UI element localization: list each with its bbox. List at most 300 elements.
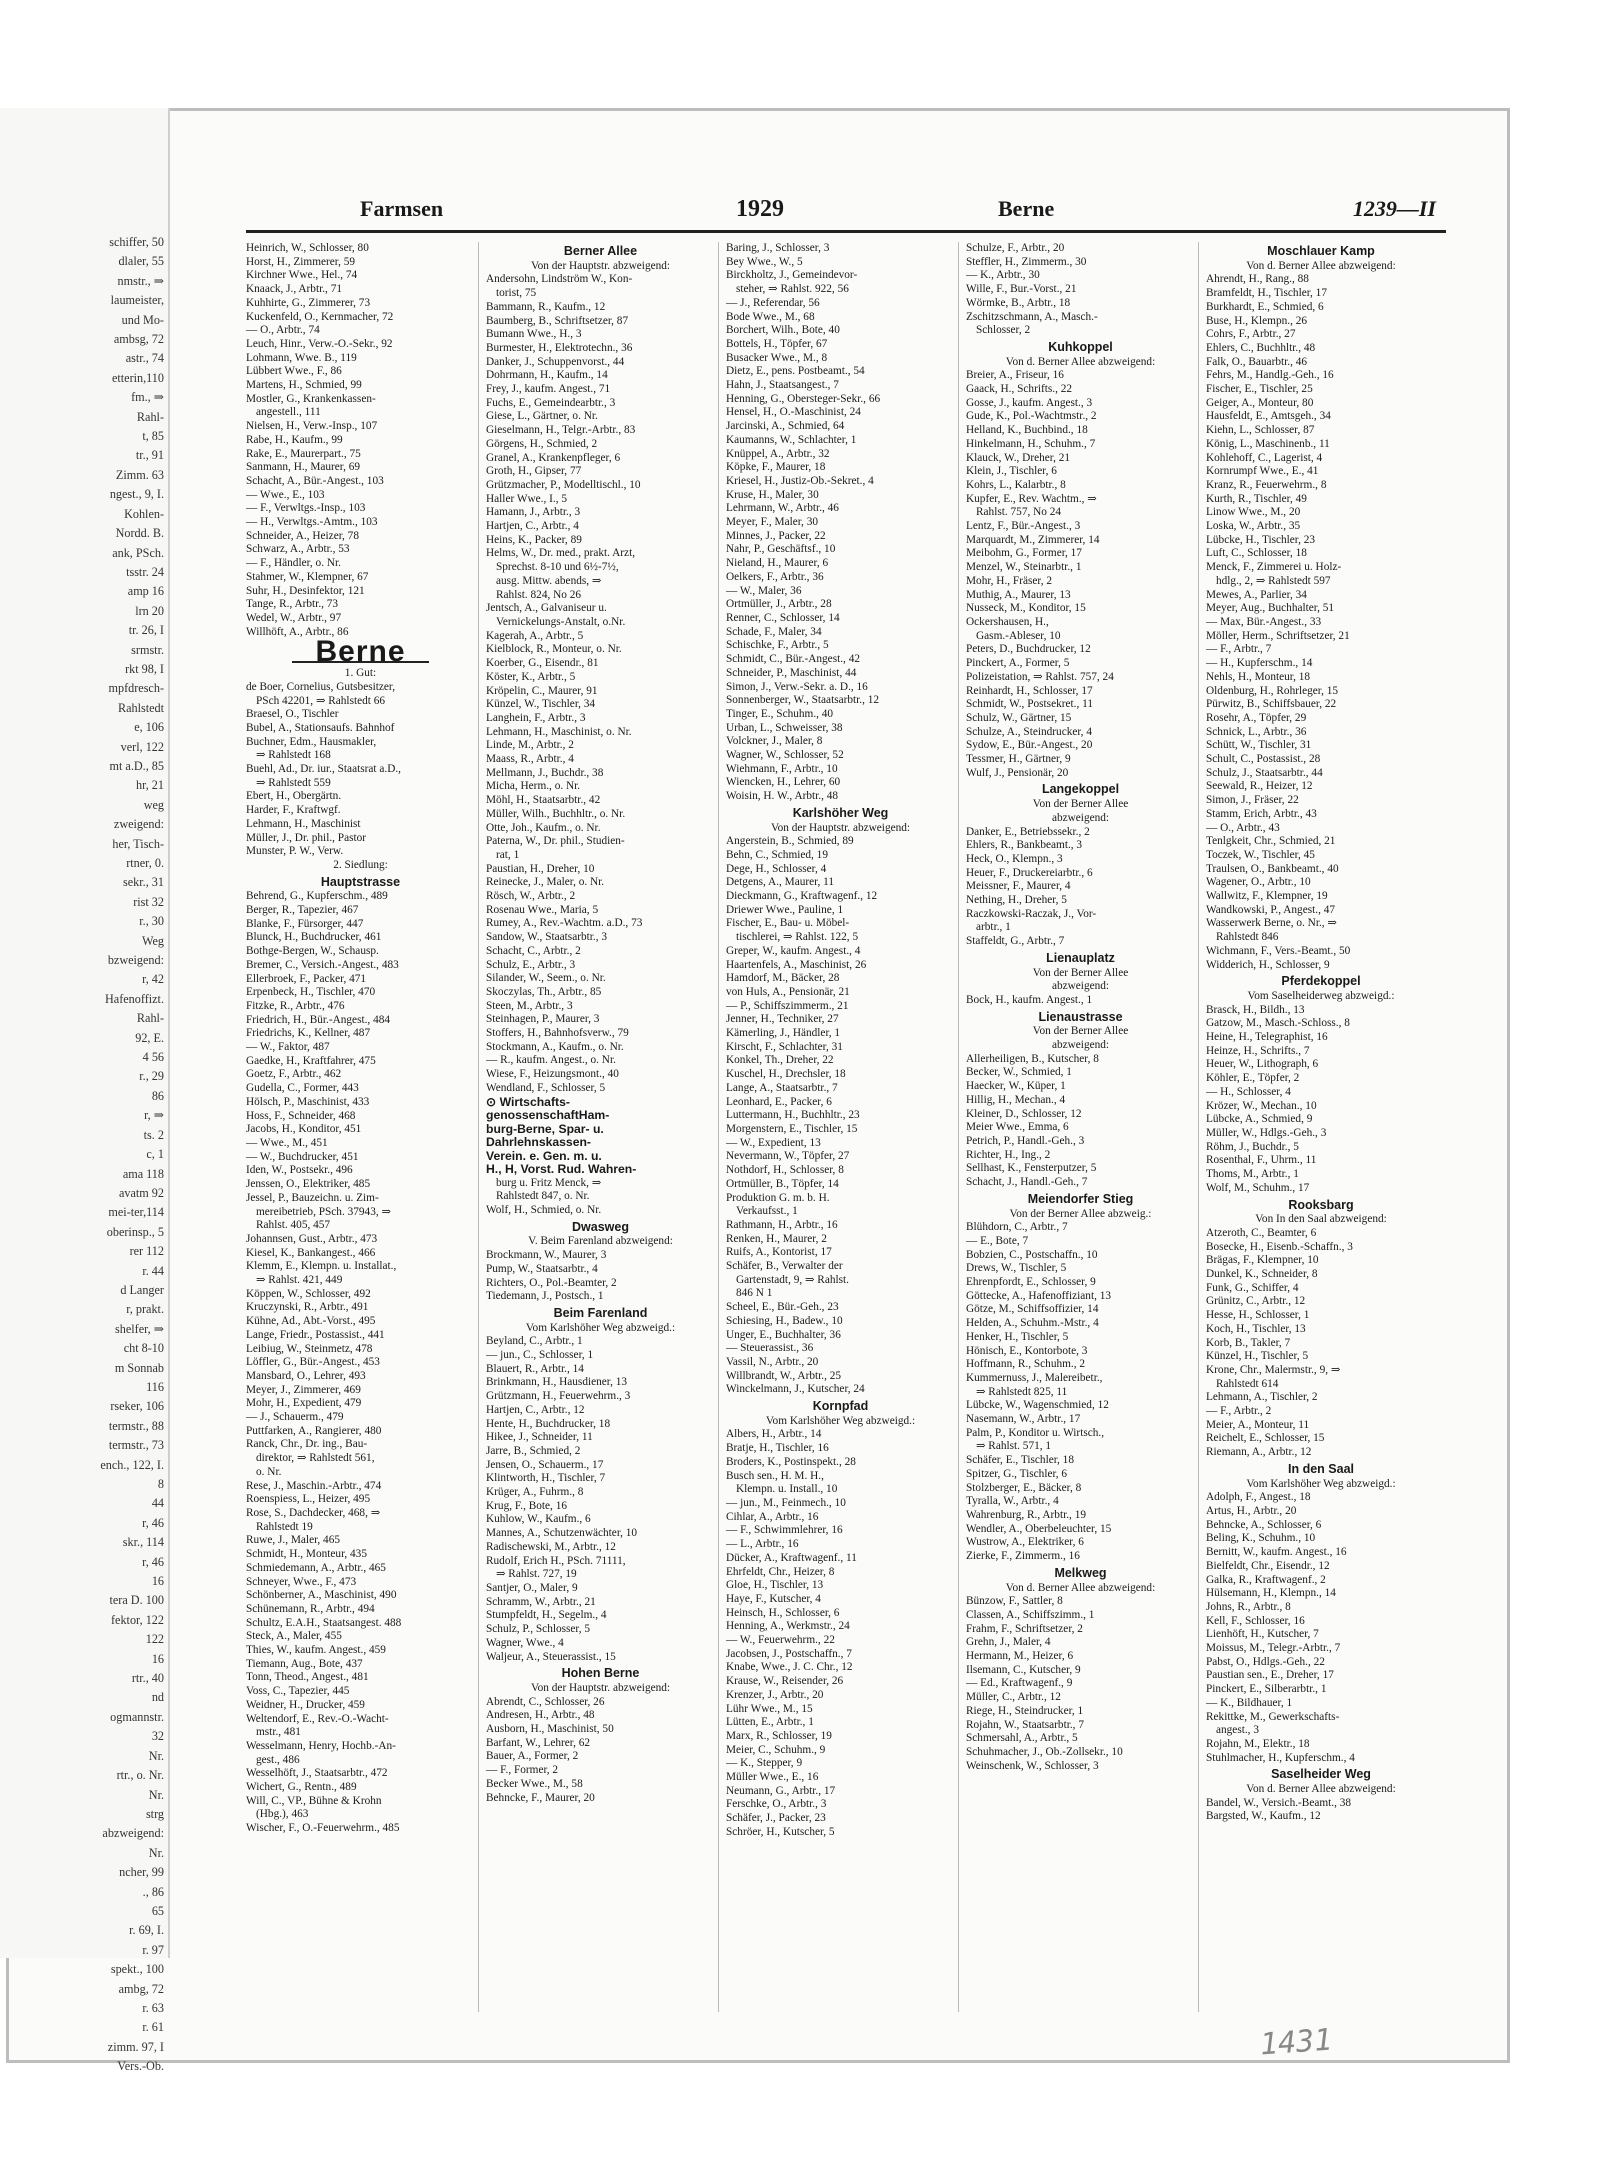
column-1 xyxy=(246,242,479,2012)
directory-entry: — F., Schwimmlehrer, 16 xyxy=(726,1524,843,1537)
directory-entry: Suhr, H., Desinfektor, 121 xyxy=(246,584,365,597)
directory-entry: Kleiner, D., Schlosser, 12 xyxy=(966,1107,1082,1120)
directory-entry: Wagner, Wwe., 4 xyxy=(486,1636,564,1649)
directory-entry: Richters, O., Pol.-Beamter, 2 xyxy=(486,1276,617,1289)
directory-entry: Berger, R., Tapezier, 467 xyxy=(246,904,359,917)
previous-page-line: ambg, 72 xyxy=(118,1981,164,1996)
directory-entry: Lehmann, H., Maschinist, o. Nr. xyxy=(486,725,632,738)
directory-entry: Linde, M., Arbtr., 2 xyxy=(486,739,574,752)
street-subheading: V. Beim Farenland abzweigend: xyxy=(528,1235,673,1248)
previous-page-line: nmstr., ⇒ xyxy=(117,273,164,288)
previous-page-line: Rahl- xyxy=(136,1011,164,1026)
directory-entry: Marquardt, M., Zimmerer, 14 xyxy=(966,533,1100,546)
directory-entry: Heine, H., Telegraphist, 16 xyxy=(1206,1031,1328,1044)
directory-entry: Gieselmann, H., Telgr.-Arbtr., 83 xyxy=(486,424,636,437)
directory-entry: — L., Arbtr., 16 xyxy=(726,1538,799,1551)
directory-entry: Wichmann, F., Vers.-Beamt., 50 xyxy=(1206,944,1351,957)
street-heading: Beim Farenland xyxy=(553,1305,648,1320)
previous-page-line: ench., 122, I. xyxy=(100,1457,164,1472)
previous-page-line: m Sonnab xyxy=(114,1360,164,1375)
directory-entry: Helms, W., Dr. med., prakt. Arzt, xyxy=(486,547,636,560)
directory-entry: Volckner, J., Maler, 8 xyxy=(726,735,823,748)
directory-entry: Lohmann, Wwe. B., 119 xyxy=(246,351,357,364)
directory-entry: Rese, J., Maschin.-Arbtr., 474 xyxy=(246,1479,382,1492)
street-heading: Pferdekoppel xyxy=(1281,974,1361,989)
directory-entry: Bubel, A., Stationsaufs. Bahnhof xyxy=(246,721,395,734)
directory-entry: Krenzer, J., Arbtr., 20 xyxy=(726,1688,824,1701)
directory-entry: Rumey, A., Rev.-Wachtm. a.D., 73 xyxy=(486,917,643,930)
directory-entry: Nieland, H., Maurer, 6 xyxy=(726,557,829,570)
previous-page-line: mpfdresch- xyxy=(108,681,164,696)
directory-entry: Blanke, F., Fürsorger, 447 xyxy=(246,917,364,930)
directory-entry: Atzeroth, C., Beamter, 6 xyxy=(1206,1226,1317,1239)
directory-entry: Baring, J., Schlosser, 3 xyxy=(726,242,830,254)
directory-entry: Jessel, P., Bauzeichn. u. Zim- xyxy=(246,1191,379,1204)
previous-page-line: 44 xyxy=(151,1496,164,1511)
directory-entry: Reinecke, J., Maler, o. Nr. xyxy=(486,876,605,889)
street-subheading: Von der Berner Allee xyxy=(1032,966,1129,979)
directory-entry: Mewes, A., Parlier, 34 xyxy=(1206,588,1307,601)
street-heading: Berner Allee xyxy=(563,244,638,258)
entry-continuation: Rahlstedt 614 xyxy=(1216,1377,1279,1390)
directory-entry: Winckelmann, J., Kutscher, 24 xyxy=(726,1383,865,1396)
previous-page-line: verl, 122 xyxy=(120,739,164,754)
directory-entry: Hausfeldt, E., Amtsgeh., 34 xyxy=(1206,410,1331,423)
directory-entry: Munster, P. W., Verw. xyxy=(246,845,344,858)
directory-entry: Gude, K., Pol.-Wachtmstr., 2 xyxy=(966,410,1097,423)
directory-entry: Tiemann, Aug., Bote, 437 xyxy=(246,1657,363,1670)
previous-page-line: Nr. xyxy=(148,1748,164,1763)
directory-entry: Wichert, G., Rentn., 489 xyxy=(246,1781,357,1794)
directory-entry: Hamdorf, M., Bäcker, 28 xyxy=(726,972,840,985)
directory-entry: Rojahn, W., Staatsarbtr., 7 xyxy=(966,1718,1084,1731)
entry-continuation: 846 N 1 xyxy=(736,1287,773,1300)
directory-entry: Steinhagen, P., Maurer, 3 xyxy=(486,1013,600,1026)
directory-entry: Schacht, J., Handl.-Geh., 7 xyxy=(966,1176,1088,1189)
directory-entry: Detgens, A., Maurer, 11 xyxy=(726,876,834,889)
directory-entry: Produktion G. m. b. H. xyxy=(726,1191,830,1204)
entry-continuation: mereibetrieb, PSch. 37943, ⇒ xyxy=(256,1205,391,1218)
directory-entry: Nehls, H., Monteur, 18 xyxy=(1206,670,1311,683)
directory-entry: Martens, H., Schmied, 99 xyxy=(246,379,362,392)
directory-entry: Stoffers, H., Bahnhofsverw., 79 xyxy=(486,1027,629,1040)
directory-entry: Gatzow, M., Masch.-Schloss., 8 xyxy=(1206,1017,1350,1030)
directory-entry: Götze, M., Schiffsoffizier, 14 xyxy=(966,1303,1099,1316)
directory-entry: — H., Kupferschm., 14 xyxy=(1206,657,1313,670)
previous-page-text xyxy=(4,233,164,2077)
directory-entry: Friedrich, H., Bür.-Angest., 484 xyxy=(246,1013,391,1026)
previous-page-line: ambsg, 72 xyxy=(113,332,164,347)
previous-page-line: rist 32 xyxy=(133,894,164,909)
directory-entry: Willhöft, A., Arbtr., 86 xyxy=(246,625,349,638)
directory-entry: Grehn, J., Maler, 4 xyxy=(966,1636,1051,1649)
directory-entry: Ockershausen, H., xyxy=(966,615,1049,628)
previous-page-line: lrn 20 xyxy=(135,603,164,618)
directory-entry: Kohrs, L., Kalarbtr., 8 xyxy=(966,478,1066,491)
directory-entry: — F., Former, 2 xyxy=(486,1764,559,1777)
previous-page-line: Vers.-Ob. xyxy=(117,2059,164,2074)
previous-page-line: r, 46 xyxy=(142,1515,164,1530)
directory-entry: Unger, E., Buchhalter, 36 xyxy=(726,1328,841,1341)
directory-entry: — H., Verwltgs.-Amtm., 103 xyxy=(246,516,378,529)
directory-entry: Nething, H., Dreher, 5 xyxy=(966,894,1067,907)
directory-entry: Micha, Herm., o. Nr. xyxy=(486,780,581,793)
directory-entry: Pump, W., Staatsarbtr., 4 xyxy=(486,1262,598,1275)
directory-entry: Gloe, H., Tischler, 13 xyxy=(726,1579,824,1592)
directory-entry: Becker, W., Schmied, 1 xyxy=(966,1066,1072,1079)
directory-entry: Jacobsen, J., Postschaffn., 7 xyxy=(726,1647,852,1660)
directory-entry: Burmester, H., Elektrotechn., 36 xyxy=(486,341,633,354)
directory-entry: Wustrow, A., Elektriker, 6 xyxy=(966,1536,1084,1549)
directory-entry: Hahn, J., Staatsangest., 7 xyxy=(726,379,839,392)
previous-page-line: weg xyxy=(143,797,164,812)
directory-entry: Stahmer, W., Klempner, 67 xyxy=(246,570,369,583)
previous-page-line: r, prakt. xyxy=(126,1302,164,1317)
previous-page-line: 4 56 xyxy=(142,1050,164,1065)
directory-entry: Heinsch, H., Schlosser, 6 xyxy=(726,1606,840,1619)
street-heading: Saselheider Weg xyxy=(1271,1767,1371,1782)
directory-entry: Wiehmann, F., Arbtr., 10 xyxy=(726,762,838,775)
entry-continuation: ⇒ Rahlst. 571, 1 xyxy=(976,1440,1052,1453)
directory-entry: Konkel, Th., Dreher, 22 xyxy=(726,1054,834,1067)
directory-entry: Lübbert Wwe., F., 86 xyxy=(246,365,342,378)
directory-entry: Schäfer, B., Verwalter der xyxy=(726,1260,843,1273)
directory-entry: Raczkowski-Raczak, J., Vor- xyxy=(966,907,1097,920)
previous-page-line: r., 30 xyxy=(139,914,164,929)
directory-entry: Kuckenfeld, O., Kernmacher, 72 xyxy=(246,310,394,323)
directory-entry: Rosehr, A., Töpfer, 29 xyxy=(1206,711,1307,724)
directory-entry: Behn, C., Schmied, 19 xyxy=(726,848,828,861)
directory-entry: — F., Händler, o. Nr. xyxy=(246,557,341,570)
previous-page-line: ank, PSch. xyxy=(112,545,164,560)
directory-entry: Wasserwerk Berne, o. Nr., ⇒ xyxy=(1206,917,1337,930)
directory-entry: Kühne, Ad., Abt.-Vorst., 495 xyxy=(246,1315,376,1328)
directory-entry: Traulsen, O., Bankbeamt., 40 xyxy=(1206,862,1339,875)
directory-entry: Bock, H., kaufm. Angest., 1 xyxy=(966,993,1093,1006)
previous-page-line: termstr., 88 xyxy=(108,1418,164,1433)
directory-entry: Langhein, F., Arbtr., 3 xyxy=(486,711,586,724)
directory-entry: — K., Bildhauer, 1 xyxy=(1206,1696,1293,1709)
directory-entry: Kagerah, A., Arbtr., 5 xyxy=(486,629,584,642)
directory-entry: Stuhlmacher, H., Kupferschm., 4 xyxy=(1206,1751,1355,1764)
column-4 xyxy=(966,242,1199,2012)
previous-page-line: Rahlstedt xyxy=(117,700,164,715)
directory-entry: Steen, M., Arbtr., 3 xyxy=(486,999,573,1012)
directory-entry: Urban, L., Schweisser, 38 xyxy=(726,721,843,734)
entry-continuation: Rahlst. 757, No 24 xyxy=(976,506,1062,519)
directory-entry: — Wwe., E., 103 xyxy=(246,488,325,501)
directory-entry: Will, C., VP., Bühne & Krohn xyxy=(246,1794,382,1807)
directory-entry: Klintworth, H., Tischler, 7 xyxy=(486,1472,606,1485)
directory-entry: Schacht, A., Bür.-Angest., 103 xyxy=(246,474,384,487)
directory-entry: Schmidt, W., Postsekret., 11 xyxy=(966,698,1093,711)
directory-entry: Grützmann, H., Feuerwehrm., 3 xyxy=(486,1390,631,1403)
directory-entry: Waljeur, A., Steuerassist., 15 xyxy=(486,1650,616,1663)
directory-entry: — W., Feuerwehrm., 22 xyxy=(726,1634,835,1647)
directory-entry: Ausborn, H., Maschinist, 50 xyxy=(486,1723,614,1736)
directory-entry: Vassil, N., Arbtr., 20 xyxy=(726,1355,819,1368)
directory-entry: Wesselhöft, J., Staatsarbtr., 472 xyxy=(246,1767,388,1780)
column-2 xyxy=(486,242,719,2012)
directory-entry: Maass, R., Arbtr., 4 xyxy=(486,753,574,766)
directory-entry: Lübcke, W., Wagenschmied, 12 xyxy=(966,1399,1109,1412)
previous-page-line: spekt., 100 xyxy=(110,1962,164,1977)
directory-entry: Gudella, C., Former, 443 xyxy=(246,1082,359,1095)
entry-continuation: steher, ⇒ Rahlst. 922, 56 xyxy=(736,283,849,296)
directory-entry: Steck, A., Maler, 455 xyxy=(246,1630,342,1643)
directory-entry: — O., Arbtr., 74 xyxy=(246,324,320,337)
previous-page-line: laumeister, xyxy=(110,293,164,308)
directory-entry: Kruczynski, R., Arbtr., 491 xyxy=(246,1301,369,1314)
directory-entry: Lühr Wwe., M., 15 xyxy=(726,1702,813,1715)
directory-entry: Linow Wwe., M., 20 xyxy=(1206,506,1301,519)
directory-entry: Kirscht, F., Schlachter, 31 xyxy=(726,1040,843,1053)
directory-entry: Classen, A., Schiffszimm., 1 xyxy=(966,1608,1095,1621)
entry-continuation: ⇒ Rahlstedt 559 xyxy=(256,776,331,789)
directory-entry: Bammann, R., Kaufm., 12 xyxy=(486,300,606,313)
previous-page-line: r., 29 xyxy=(139,1069,164,1084)
directory-entry: Paterna, W., Dr. phil., Studien- xyxy=(486,835,625,848)
directory-entry: Schiesing, H., Badew., 10 xyxy=(726,1314,843,1327)
cooperative-entry: Verein. e. Gen. m. u. xyxy=(486,1148,602,1163)
street-subheading: Von der Berner Allee xyxy=(1032,798,1129,811)
previous-page-line: ., 86 xyxy=(142,1884,164,1899)
directory-entry: Meyer, F., Maler, 30 xyxy=(726,516,818,529)
previous-page-line: shelfer, ⇒ xyxy=(115,1321,164,1336)
previous-page-line: Nr. xyxy=(148,1787,164,1802)
directory-entry: Wolf, H., Schmied, o. Nr. xyxy=(486,1204,602,1216)
directory-entry: Möhl, H., Staatsarbtr., 42 xyxy=(486,794,601,807)
directory-entry: Andresen, H., Arbtr., 48 xyxy=(486,1709,595,1722)
previous-page-line: termstr., 73 xyxy=(108,1438,164,1453)
entry-continuation: Rahlstedt 847, o. Nr. xyxy=(496,1190,590,1203)
directory-entry: König, L., Maschinenb., 11 xyxy=(1206,437,1330,450)
directory-entry: Ruifs, A., Kontorist, 17 xyxy=(726,1246,832,1259)
directory-entry: Henning, A., Werkmstr., 24 xyxy=(726,1620,850,1633)
directory-entry: Simon, J., Fräser, 22 xyxy=(1206,794,1299,807)
directory-entry: — H., Schlosser, 4 xyxy=(1206,1085,1291,1098)
previous-page-line: ts. 2 xyxy=(143,1127,164,1142)
directory-entry: Oldenburg, H., Rohrleger, 15 xyxy=(1206,684,1339,697)
directory-entry: Bargsted, W., Kaufm., 12 xyxy=(1206,1810,1321,1823)
directory-entry: Schwarz, A., Arbtr., 53 xyxy=(246,543,350,556)
directory-entry: Reinhardt, H., Schlosser, 17 xyxy=(966,684,1093,697)
previous-page-line: tera D. 100 xyxy=(109,1593,164,1608)
directory-entry: Rathmann, H., Arbtr., 16 xyxy=(726,1218,838,1231)
directory-entry: Meier Wwe., Emma, 6 xyxy=(966,1121,1069,1134)
directory-entry: Dohrmann, H., Kaufm., 14 xyxy=(486,369,608,382)
previous-page-line: Zimm. 63 xyxy=(115,467,164,482)
previous-page-line: d Langer xyxy=(120,1282,164,1297)
previous-page-line: ngest., 9, I. xyxy=(109,487,164,502)
cooperative-entry: H., H, Vorst. Rud. Wahren- xyxy=(486,1162,637,1177)
directory-entry: Krone, Chr., Malermstr., 9, ⇒ xyxy=(1206,1363,1341,1376)
directory-entry: Leonhard, E., Packer, 6 xyxy=(726,1095,832,1108)
previous-page-line: e, 106 xyxy=(134,720,164,735)
directory-entry: Koch, H., Tischler, 13 xyxy=(1206,1322,1306,1335)
directory-entry: Kiehn, L., Schlosser, 87 xyxy=(1206,424,1315,437)
directory-entry: Ranck, Chr., Dr. ing., Bau- xyxy=(246,1438,368,1451)
entry-continuation: tischlerei, ⇒ Rahlst. 122, 5 xyxy=(736,931,859,944)
directory-entry: Wandkowski, P., Angest., 47 xyxy=(1206,903,1336,916)
directory-entry: — W., Faktor, 487 xyxy=(246,1041,330,1054)
directory-entry: Hönisch, E., Kontorbote, 3 xyxy=(966,1344,1088,1357)
street-subheading: Vom Karlshöher Weg abzweigd.: xyxy=(525,1321,676,1334)
directory-entry: Fuchs, E., Gemeindearbtr., 3 xyxy=(486,396,616,409)
directory-entry: Stockmann, A., Kaufm., o. Nr. xyxy=(486,1040,624,1053)
directory-entry: Mansbard, O., Lehrer, 493 xyxy=(246,1369,366,1382)
entry-continuation: ⇒ Rahlst. 421, 449 xyxy=(256,1274,343,1287)
directory-entry: Sellhast, K., Fensterputzer, 5 xyxy=(966,1162,1097,1175)
directory-entry: Ortmüller, J., Arbtr., 28 xyxy=(726,598,832,611)
directory-entry: Nevermann, W., Töpfer, 27 xyxy=(726,1150,850,1163)
directory-entry: Tange, R., Arbtr., 73 xyxy=(246,598,339,611)
previous-page-line: r. 97 xyxy=(142,1942,164,1957)
directory-entry: Nothdorf, H., Schlosser, 8 xyxy=(726,1164,844,1177)
directory-entry: Galka, R., Kraftwagenf., 2 xyxy=(1206,1573,1326,1586)
directory-entry: Klein, J., Tischler, 6 xyxy=(966,465,1057,478)
directory-entry: — R., kaufm. Angest., o. Nr. xyxy=(486,1054,616,1067)
previous-page-line: r. 69, I. xyxy=(129,1923,164,1938)
directory-entry: Groth, H., Gipser, 77 xyxy=(486,465,582,478)
entry-continuation: PSch 42201, ⇒ Rahlstedt 66 xyxy=(256,694,386,707)
directory-entry: Minnes, J., Packer, 22 xyxy=(726,529,826,542)
directory-entry: Brinkmann, H., Hausdiener, 13 xyxy=(486,1376,628,1389)
directory-entry: Ehlers, C., Buchhltr., 48 xyxy=(1206,341,1316,354)
directory-entry: Ehlers, R., Bankbeamt., 3 xyxy=(966,839,1083,852)
directory-entry: Lehmann, A., Tischler, 2 xyxy=(1206,1391,1318,1404)
street-subheading: Von der Berner Allee abzweig.: xyxy=(1009,1207,1152,1220)
directory-entry: Artus, H., Arbtr., 20 xyxy=(1206,1504,1297,1517)
entry-continuation: o. Nr. xyxy=(256,1465,282,1478)
directory-entry: Krüger, A., Fuhrm., 8 xyxy=(486,1486,584,1499)
directory-entry: Blunck, H., Buchdrucker, 461 xyxy=(246,931,382,944)
directory-entry: Lübcke, H., Tischler, 23 xyxy=(1206,533,1316,546)
directory-entry: Horst, H., Zimmerer, 59 xyxy=(246,255,356,268)
directory-entry: Buchner, Edm., Hausmakler, xyxy=(246,735,377,748)
entry-continuation: torist, 75 xyxy=(496,287,537,300)
entry-continuation: hdlg., 2, ⇒ Rahlstedt 597 xyxy=(1216,574,1331,587)
directory-entry: Riege, H., Steindrucker, 1 xyxy=(966,1704,1084,1717)
street-subheading: Von d. Berner Allee abzweigend: xyxy=(1246,1783,1396,1796)
directory-entry: Lütten, E., Arbtr., 1 xyxy=(726,1716,814,1729)
cooperative-entry: ⊙ Wirtschafts- xyxy=(486,1094,570,1109)
directory-entry: Brockmann, W., Maurer, 3 xyxy=(486,1249,607,1262)
directory-entry: Wendland, F., Schlosser, 5 xyxy=(486,1081,606,1094)
directory-entry: Schäfer, E., Tischler, 18 xyxy=(966,1454,1074,1467)
directory-entry: Schönberner, A., Maschinist, 490 xyxy=(246,1589,397,1602)
previous-page-line: 16 xyxy=(151,1651,164,1666)
directory-entry: — J., Referendar, 56 xyxy=(726,296,820,309)
directory-entry: Meissner, F., Maurer, 4 xyxy=(966,880,1071,893)
directory-entry: Ilsemann, C., Kutscher, 9 xyxy=(966,1663,1081,1676)
directory-entry: Polizeistation, ⇒ Rahlst. 757, 24 xyxy=(966,670,1114,683)
directory-entry: Wagner, W., Schlosser, 52 xyxy=(726,749,844,762)
directory-entry: Lehmann, H., Maschinist xyxy=(246,817,361,830)
directory-entry: Schröer, H., Kutscher, 5 xyxy=(726,1825,835,1838)
directory-entry: Frey, J., kaufm. Angest., 71 xyxy=(486,383,611,396)
directory-entry: Borchert, Wilh., Bote, 40 xyxy=(726,324,840,337)
directory-entry: Fitzke, R., Arbtr., 476 xyxy=(246,999,345,1012)
previous-page-line: zimm. 97, I xyxy=(107,2039,164,2054)
street-heading: Langekoppel xyxy=(1041,782,1120,797)
directory-entry: Kell, F., Schlosser, 16 xyxy=(1206,1614,1305,1627)
street-heading: Meiendorfer Stieg xyxy=(1027,1191,1134,1206)
directory-entry: von Huls, A., Pensionär, 21 xyxy=(726,985,850,998)
previous-page-line: mei-ter,114 xyxy=(108,1205,164,1220)
directory-entry: Leuch, Hinr., Verw.-O.-Sekr., 92 xyxy=(246,337,393,350)
directory-entry: Harder, F., Kraftwgf. xyxy=(246,804,341,817)
previous-page-line: ama 118 xyxy=(122,1166,164,1181)
directory-entry: de Boer, Cornelius, Gutsbesitzer, xyxy=(246,680,396,693)
directory-entry: Nahr, P., Geschäftsf., 10 xyxy=(726,543,836,556)
directory-entry: Dege, H., Schlosser, 4 xyxy=(726,862,827,875)
directory-entry: Rose, S., Dachdecker, 468, ⇒ xyxy=(246,1506,381,1519)
directory-entry: Weltendorf, E., Rev.-O.-Wacht- xyxy=(246,1712,389,1725)
previous-page-line: 8 xyxy=(157,1477,164,1491)
directory-entry: Hensel, H., O.-Maschinist, 24 xyxy=(726,406,861,419)
directory-entry: Korb, B., Takler, 7 xyxy=(1206,1336,1291,1349)
directory-entry: Kaumanns, W., Schlachter, 1 xyxy=(726,433,857,446)
directory-entry: Geiger, A., Monteur, 80 xyxy=(1206,396,1314,409)
previous-page-line: r. 63 xyxy=(142,2000,164,2015)
header-year: 1929 xyxy=(736,196,784,222)
directory-entry: — Max, Bür.-Angest., 33 xyxy=(1206,615,1322,628)
previous-page-line: 86 xyxy=(151,1088,164,1103)
previous-page-line: abzweigend: xyxy=(102,1826,164,1841)
directory-entry: Pürwitz, B., Schiffsbauer, 22 xyxy=(1206,698,1337,711)
directory-entry: Menzel, W., Steinarbtr., 1 xyxy=(966,561,1082,574)
directory-entry: Tenlgkeit, Chr., Schmied, 21 xyxy=(1206,835,1336,848)
previous-page-line: rtr., o. Nr. xyxy=(116,1768,164,1783)
previous-page-line: mt a.D., 85 xyxy=(109,758,164,773)
directory-entry: Petrich, P., Handl.-Geh., 3 xyxy=(966,1135,1085,1147)
entry-continuation: rat, 1 xyxy=(496,848,520,861)
directory-entry: Klemm, E., Klempn. u. Installat., xyxy=(246,1260,397,1273)
street-subheading: Von der Hauptstr. abzweigend: xyxy=(770,821,911,834)
directory-entry: Hölsch, P., Maschinist, 433 xyxy=(246,1095,370,1108)
directory-entry: Schacht, C., Arbtr., 2 xyxy=(486,944,581,957)
street-subheading: 2. Siedlung: xyxy=(333,858,388,871)
directory-entry: Dieckmann, G., Kraftwagenf., 12 xyxy=(726,890,878,903)
directory-entry: Zierke, F., Zimmerm., 16 xyxy=(966,1550,1080,1563)
previous-page-line: fm., ⇒ xyxy=(131,390,164,405)
directory-entry: Abrendt, C., Schlosser, 26 xyxy=(486,1695,605,1708)
directory-entry: Klauck, W., Dreher, 21 xyxy=(966,451,1071,464)
directory-entry: Iden, W., Postsekr., 496 xyxy=(246,1164,353,1177)
directory-entry: Stumpfeldt, H., Segelm., 4 xyxy=(486,1609,607,1622)
directory-entry: Funk, G., Schiffer, 4 xyxy=(1206,1281,1299,1294)
directory-entry: Renken, H., Maurer, 2 xyxy=(726,1232,827,1245)
street-subheading: abzweigend: xyxy=(1051,811,1110,824)
directory-entry: Heinrich, W., Schlosser, 80 xyxy=(246,242,369,254)
directory-entry: Hikee, J., Schneider, 11 xyxy=(486,1431,593,1444)
locality-title: Berne xyxy=(315,635,406,669)
directory-entry: Santjer, O., Maler, 9 xyxy=(486,1581,578,1594)
entry-continuation: Rahlstedt 846 xyxy=(1216,931,1279,944)
previous-page-line: c, 1 xyxy=(146,1147,164,1162)
entry-continuation: direktor, ⇒ Rahlstedt 561, xyxy=(256,1452,375,1465)
directory-entry: Hartjen, C., Arbtr., 4 xyxy=(486,520,579,533)
directory-entry: Schmidt, C., Bür.-Angest., 42 xyxy=(726,653,860,666)
directory-entry: Sandow, W., Staatsarbtr., 3 xyxy=(486,931,608,944)
previous-page-line: und Mo- xyxy=(121,312,164,327)
directory-entry: Adolph, F., Angest., 18 xyxy=(1206,1491,1311,1504)
directory-entry: Wesselmann, Henry, Hochb.-An- xyxy=(246,1739,396,1752)
directory-entry: Schultz, E.A.H., Staatsangest. 488 xyxy=(246,1616,402,1629)
directory-entry: Bothge-Bergen, W., Schausp. xyxy=(246,945,379,958)
entry-continuation: Sprechst. 8-10 und 6½-7½, xyxy=(496,561,619,574)
